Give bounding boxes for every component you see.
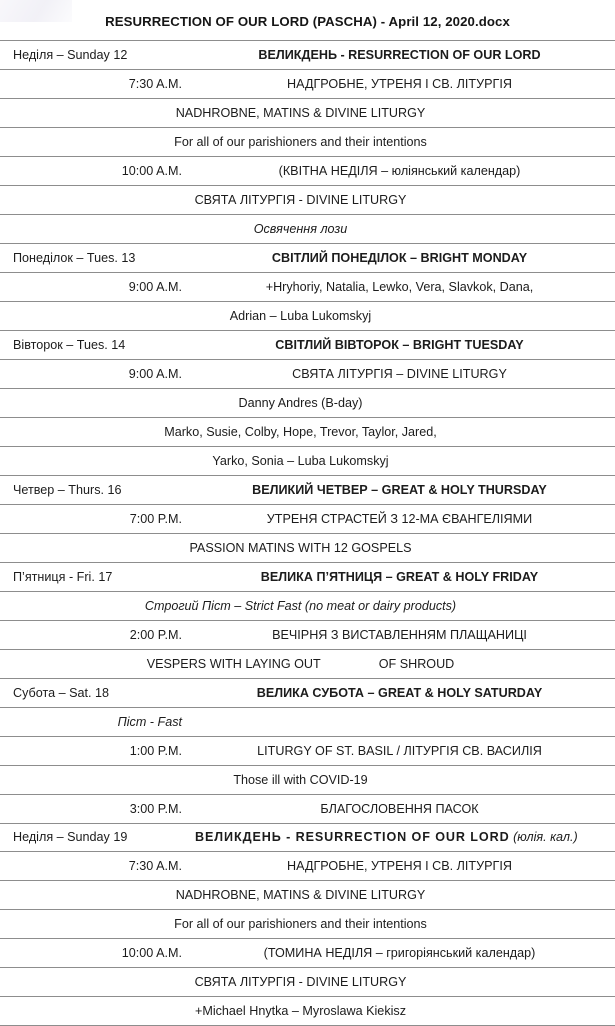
table-cell bbox=[0, 852, 615, 881]
table-row bbox=[0, 244, 615, 273]
table-row bbox=[0, 389, 615, 418]
table-cell bbox=[0, 650, 615, 679]
table-cell bbox=[0, 505, 615, 534]
table-row bbox=[0, 968, 615, 997]
schedule-row-time bbox=[0, 852, 615, 880]
service-description: НАДГРОБНЕ, УТРЕНЯ І СВ. ЛІТУРГІЯ bbox=[287, 76, 512, 91]
table-cell bbox=[0, 679, 615, 708]
service-description: +Hryhoriy, Natalia, Lewko, Vera, Slavkok, Dana, bbox=[265, 279, 534, 294]
table-cell bbox=[0, 968, 615, 997]
schedule-row-time bbox=[0, 360, 615, 388]
table-cell bbox=[0, 621, 615, 650]
schedule-row-time bbox=[0, 273, 615, 301]
service-description: СВЯТА ЛІТУРГІЯ - DIVINE LITURGY bbox=[194, 193, 407, 207]
table-cell bbox=[0, 41, 615, 70]
service-description: For all of our parishioners and their intentions bbox=[174, 917, 427, 931]
table-row bbox=[0, 737, 615, 766]
table-row bbox=[0, 939, 615, 968]
table-cell bbox=[0, 70, 615, 99]
table-row bbox=[0, 881, 615, 910]
time-label: 7:30 A.M. bbox=[128, 76, 182, 91]
table-cell bbox=[0, 215, 615, 244]
service-description: СВЯТА ЛІТУРГІЯ - DIVINE LITURGY bbox=[194, 975, 407, 989]
table-row bbox=[0, 592, 615, 621]
time-label: 3:00 P.M. bbox=[129, 801, 182, 816]
schedule-row-time bbox=[0, 157, 615, 185]
table-row bbox=[0, 302, 615, 331]
schedule-table bbox=[0, 40, 615, 1026]
table-row bbox=[0, 621, 615, 650]
table-row bbox=[0, 157, 615, 186]
table-cell bbox=[0, 737, 615, 766]
time-label: 1:00 P.M. bbox=[129, 743, 182, 758]
table-row bbox=[0, 186, 615, 215]
table-row bbox=[0, 70, 615, 99]
table-row bbox=[0, 679, 615, 708]
table-row bbox=[0, 447, 615, 476]
service-title: ВЕЛИКДЕНЬ - RESURRECTION OF OUR LORD bbox=[258, 47, 541, 62]
time-label: 10:00 A.M. bbox=[121, 163, 182, 178]
table-cell bbox=[0, 824, 615, 852]
table-row bbox=[0, 650, 615, 679]
table-cell bbox=[0, 939, 615, 968]
table-row bbox=[0, 997, 615, 1026]
table-row bbox=[0, 128, 615, 157]
service-title: ВЕЛИКИЙ ЧЕТВЕР – GREAT & HOLY THURSDAY bbox=[252, 482, 547, 497]
service-description-part2: OF SHROUD bbox=[378, 657, 455, 671]
schedule-row-day bbox=[0, 679, 615, 707]
table-row bbox=[0, 273, 615, 302]
table-cell bbox=[0, 273, 615, 302]
schedule-row-day bbox=[0, 563, 615, 591]
time-label: 7:00 P.M. bbox=[129, 511, 182, 526]
table-cell bbox=[0, 476, 615, 505]
table-row bbox=[0, 418, 615, 447]
table-cell bbox=[0, 534, 615, 563]
service-description: For all of our parishioners and their intentions bbox=[174, 135, 427, 149]
service-description: (ТОМИНА НЕДІЛЯ – григоріянський календар) bbox=[263, 945, 536, 960]
service-title: ВЕЛИКА СУБОТА – GREAT & HOLY SATURDAY bbox=[256, 685, 543, 700]
schedule-row-time bbox=[0, 939, 615, 967]
schedule-row-day bbox=[0, 244, 615, 272]
service-note: Освячення лози bbox=[253, 222, 348, 236]
schedule-row-day bbox=[0, 331, 615, 359]
table-cell bbox=[0, 128, 615, 157]
day-label: Четвер – Thurs. 16 bbox=[13, 482, 122, 497]
day-label: П’ятниця - Fri. 17 bbox=[13, 569, 113, 584]
time-label: 7:30 A.M. bbox=[128, 858, 182, 873]
service-title: СВІТЛИЙ ПОНЕДІЛОК – BRIGHT MONDAY bbox=[271, 250, 528, 265]
table-row bbox=[0, 331, 615, 360]
table-row bbox=[0, 708, 615, 737]
table-cell bbox=[0, 244, 615, 273]
service-description: Those ill with COVID-19 bbox=[233, 773, 368, 787]
table-cell bbox=[0, 157, 615, 186]
schedule-row-day-wrapped bbox=[0, 824, 615, 851]
service-description: ВЕЧІРНЯ З ВИСТАВЛЕННЯМ ПЛАЩАНИЦІ bbox=[272, 627, 527, 642]
table-cell bbox=[0, 331, 615, 360]
day-label: Понеділок – Tues. 13 bbox=[13, 250, 136, 265]
table-row bbox=[0, 41, 615, 70]
day-label: Неділя – Sunday 19 bbox=[13, 830, 128, 844]
table-row bbox=[0, 99, 615, 128]
schedule-row-day bbox=[0, 476, 615, 504]
service-description-split bbox=[0, 650, 615, 678]
day-label: Неділя – Sunday 12 bbox=[13, 47, 128, 62]
table-cell bbox=[0, 447, 615, 476]
table-cell bbox=[0, 302, 615, 331]
schedule-row-day bbox=[0, 41, 615, 69]
table-cell bbox=[0, 389, 615, 418]
table-cell bbox=[0, 910, 615, 939]
table-row bbox=[0, 795, 615, 824]
service-description: NADHROBNE, MATINS & DIVINE LITURGY bbox=[175, 888, 426, 902]
service-description: Adrian – Luba Lukomskyj bbox=[229, 309, 372, 323]
schedule-row-time bbox=[0, 505, 615, 533]
service-description: (КВІТНА НЕДІЛЯ – юліянський календар) bbox=[278, 163, 521, 178]
table-cell bbox=[0, 795, 615, 824]
day-label: Вівторок – Tues. 14 bbox=[13, 337, 126, 352]
service-description-part1: VESPERS WITH LAYING OUT bbox=[146, 657, 321, 671]
table-row bbox=[0, 476, 615, 505]
table-cell bbox=[0, 418, 615, 447]
time-label: 9:00 A.M. bbox=[128, 279, 182, 294]
fast-note: Піст - Fast bbox=[117, 714, 182, 729]
table-row bbox=[0, 852, 615, 881]
service-title-suffix: (юлія. кал.) bbox=[509, 830, 578, 844]
table-row bbox=[0, 563, 615, 592]
table-cell bbox=[0, 881, 615, 910]
schedule-row-time bbox=[0, 795, 615, 823]
service-description: Danny Andres (B-day) bbox=[238, 396, 363, 410]
table-row bbox=[0, 910, 615, 939]
table-cell bbox=[0, 708, 615, 737]
table-row bbox=[0, 534, 615, 563]
table-row bbox=[0, 824, 615, 852]
time-label: 9:00 A.M. bbox=[128, 366, 182, 381]
time-label: 2:00 P.M. bbox=[129, 627, 182, 642]
service-description: LITURGY OF ST. BASIL / ЛІТУРГІЯ СВ. ВАСИЛІЯ bbox=[257, 743, 542, 758]
service-title: СВІТЛИЙ ВІВТОРОК – BRIGHT TUESDAY bbox=[275, 337, 524, 352]
table-cell bbox=[0, 997, 615, 1026]
service-description: Marko, Susie, Colby, Hope, Trevor, Taylor, Jared, bbox=[164, 425, 437, 439]
table-cell bbox=[0, 563, 615, 592]
schedule-row-note bbox=[0, 708, 615, 736]
table-row bbox=[0, 215, 615, 244]
service-description: СВЯТА ЛІТУРГІЯ – DIVINE LITURGY bbox=[292, 366, 507, 381]
table-row bbox=[0, 766, 615, 795]
service-description: +Michael Hnytka – Myroslawa Kiekisz bbox=[194, 1004, 407, 1018]
table-cell bbox=[0, 766, 615, 795]
service-note: Строгий Піст – Strict Fast (no meat or dairy products) bbox=[144, 599, 457, 613]
table-cell bbox=[0, 99, 615, 128]
time-label: 10:00 A.M. bbox=[121, 945, 182, 960]
schedule-body bbox=[0, 41, 615, 1026]
service-title: ВЕЛИКА П’ЯТНИЦЯ – GREAT & HOLY FRIDAY bbox=[260, 569, 539, 584]
service-title: ВЕЛИКДЕНЬ - RESURRECTION OF OUR LORD bbox=[195, 830, 510, 844]
service-description: NADHROBNE, MATINS & DIVINE LITURGY bbox=[175, 106, 426, 120]
service-description: PASSION MATINS WITH 12 GOSPELS bbox=[189, 541, 412, 555]
table-cell bbox=[0, 360, 615, 389]
schedule-row-time bbox=[0, 70, 615, 98]
service-description: НАДГРОБНЕ, УТРЕНЯ І СВ. ЛІТУРГІЯ bbox=[287, 858, 512, 873]
service-description: УТРЕНЯ СТРАСТЕЙ З 12-МА ЄВАНГЕЛІЯМИ bbox=[266, 511, 533, 526]
service-description: БЛАГОСЛОВЕННЯ ПАСОК bbox=[320, 801, 479, 816]
day-label: Субота – Sat. 18 bbox=[13, 685, 110, 700]
table-row bbox=[0, 505, 615, 534]
document-title: RESURRECTION OF OUR LORD (PASCHA) - April 12, 2020.docx bbox=[105, 14, 510, 29]
schedule-row-time bbox=[0, 621, 615, 649]
table-cell bbox=[0, 186, 615, 215]
table-row bbox=[0, 360, 615, 389]
service-description: Yarko, Sonia – Luba Lukomskyj bbox=[212, 454, 389, 468]
schedule-row-time bbox=[0, 737, 615, 765]
table-cell bbox=[0, 592, 615, 621]
